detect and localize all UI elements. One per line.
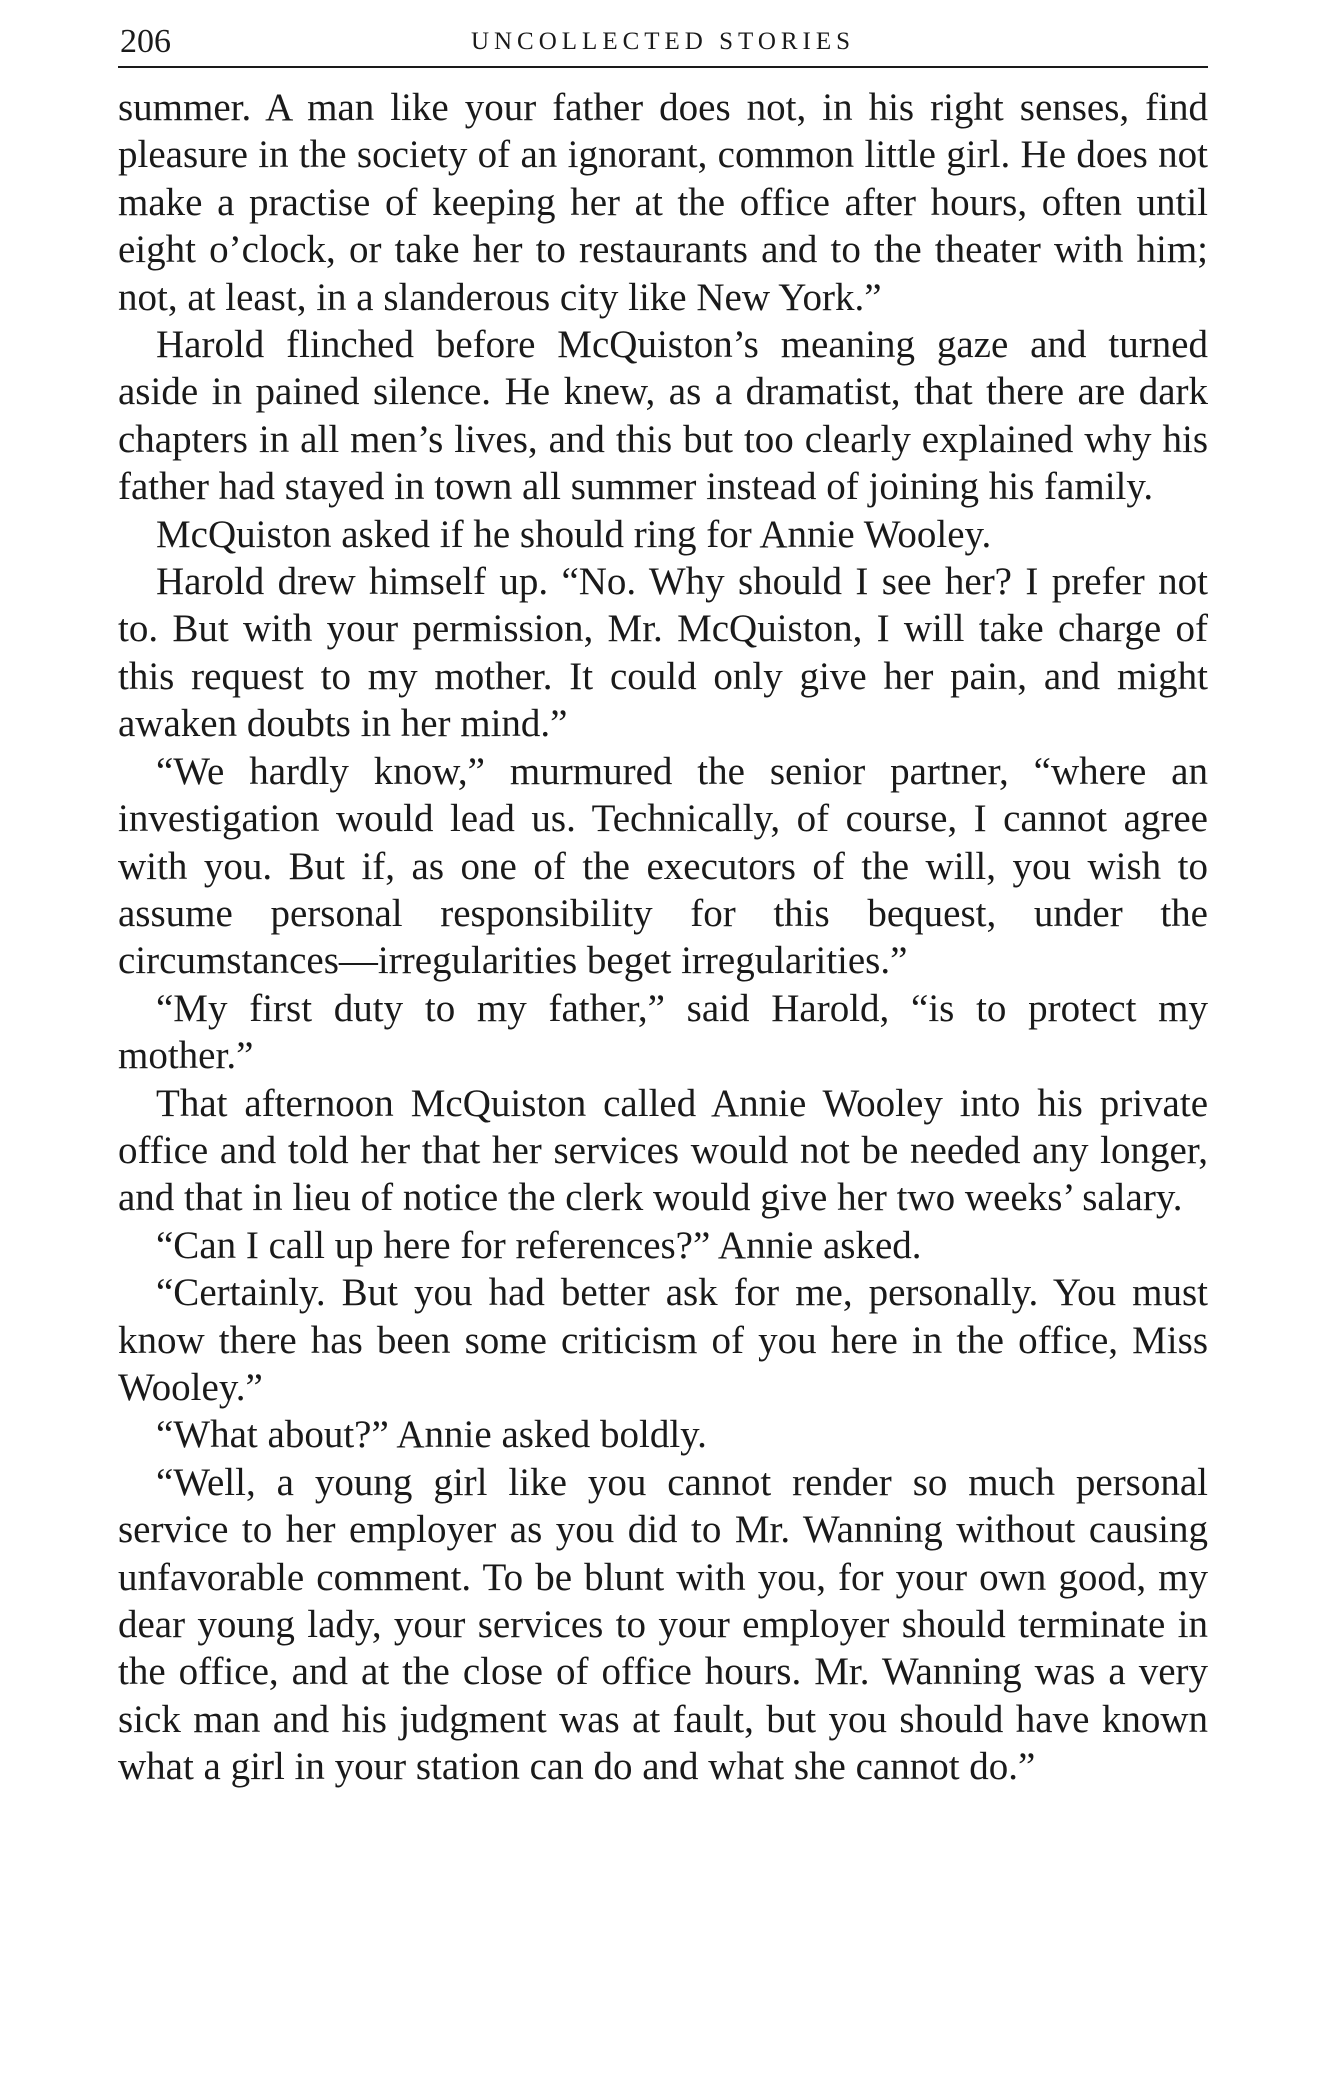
- paragraph: “Certainly. But you had better ask for me, personally. You must know there has been some criticism of you here in the office, Miss Wooley.”: [118, 1271, 1208, 1409]
- paragraph: McQuiston asked if he should ring for Annie Wooley.: [156, 512, 992, 556]
- paragraph: Harold flinched before McQuiston’s meaning gaze and turned aside in pained silence. He knew, as a dramatist, that there are dark chapters in all men’s lives, and this but too clearly explained why his father had stayed in town all summer instead of joining his family.: [118, 323, 1208, 509]
- running-title: UNCOLLECTED STORIES: [470, 28, 856, 55]
- paragraph: “Well, a young girl like you cannot render so much personal service to her employer as you did to Mr. Wanning without causing unfavorable comment. To be blunt with you, for your own good, my dear young lady, your services to your employer should terminate in the office, and at the close of office hours. Mr. Wanning was a very sick man and his judgment was at fault, but you should have known what a girl in your station can do and what she cannot do.”: [118, 1460, 1208, 1789]
- book-page: [118, 18, 1208, 1791]
- paragraph: “My first duty to my father,” said Harold, “is to protect my mother.”: [118, 986, 1208, 1078]
- page-number: 206: [120, 23, 171, 60]
- paragraph: “What about?” Annie asked boldly.: [156, 1413, 707, 1457]
- paragraph: Harold drew himself up. “No. Why should I see her? I prefer not to. But with your permission, Mr. McQuiston, I will take charge of this request to my mother. It could only give her pain, and might awaken doubts in her mind.”: [118, 560, 1208, 746]
- running-head: [118, 18, 1208, 68]
- paragraph: “Can I call up here for references?” Annie asked.: [156, 1223, 922, 1267]
- paragraph: That afternoon McQuiston called Annie Wooley into his private office and told her that her services would not be needed any longer, and that in lieu of notice the clerk would give her two weeks’ salary.: [118, 1081, 1208, 1220]
- body-text: [118, 84, 1208, 1791]
- paragraph-continued: summer. A man like your father does not, in his right senses, find pleasure in the society of an ignorant, common little girl. He does not make a practise of keeping her at the office after hours, often until eight o’clock, or take her to restaurants and to the theater with him; not, at least, in a slanderous city like New York.”: [118, 86, 1208, 319]
- paragraph: “We hardly know,” murmured the senior partner, “where an investigation would lead us. Technically, of course, I cannot agree with you. But if, as one of the executors of the will, you wish to assume personal responsibility for this bequest, under the circumstances—irregularities beget irregularities.”: [118, 749, 1208, 983]
